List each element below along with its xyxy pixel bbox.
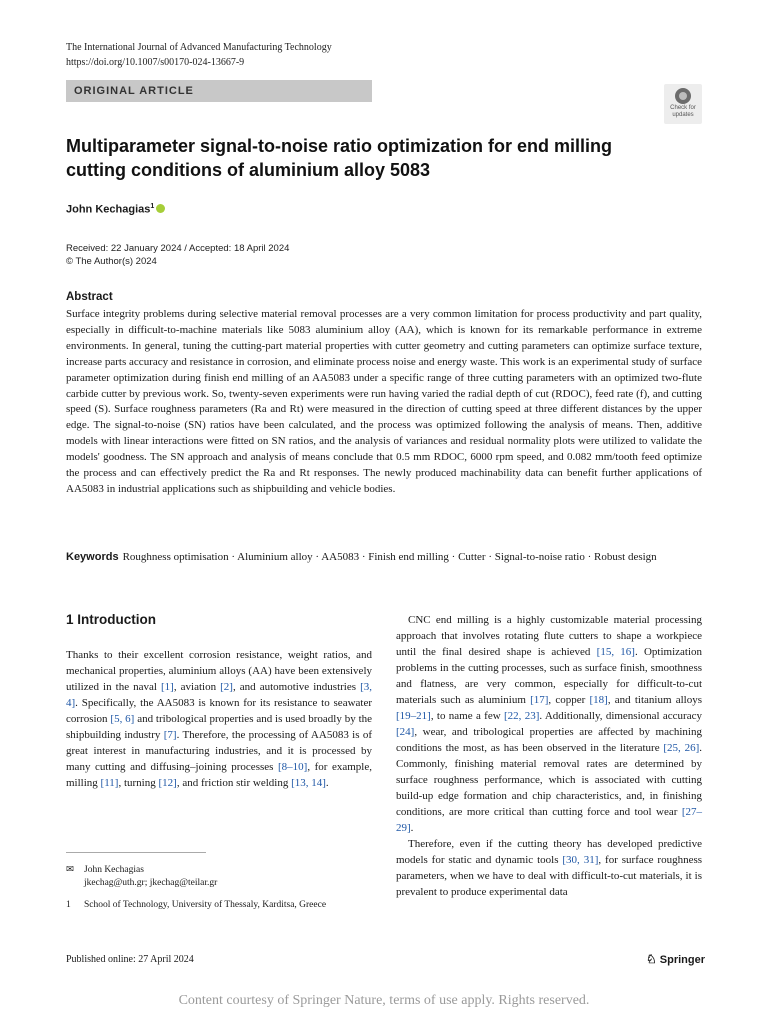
title-line-2: cutting conditions of aluminium alloy 5083: [66, 160, 431, 180]
paragraph-text: , for example, milling: [66, 761, 373, 789]
citation-link[interactable]: [5, 6]: [110, 713, 135, 725]
abstract-text: Surface integrity problems during selective material removal processes are a very common limitation for process productivity and part quality, especially in difficult-to-machine materials like 5083 aluminium alloy (AA), which is known for its remarkable performance in extreme environments. In general, tuning the cutting-part material properties with cutter geometry and cutting parameters can optimize surface texture, increase parts accuracy and resistance in corrosion, and eliminate process noise and energy waste. This work is an experimental study of surface parameter optimization during finish end milling of an AA5083 under a specific range of three cutting parameters with an optimized two-flute carbide cutter by previous work. So, twenty-seven experiments were run having varied the radial depth of cut (RDOC), feed rate (f), and cutting speed (S). Surface roughness parameters (Ra and Rt) were measured in the direction of cutting speed at three different distances by the upper edge. The signal-to-noise (SN) ratios have been calculated, and the process was optimized following the analysis of means. Then, additive models with linear interactions were fitted on SN ratios, and the analysis of variances and residual normality plots were utilized to validate the models' goodness. The SN approach and analysis of means conclude that 0.5 mm RDOC, 6000 rpm speed, and 0.082 mm/tooth feed optimize the process and can effectively predict the Ra and Rt responses. The newly produced machinability data can benefit further applications of AA5083 in industrial applications such as shipbuilding and vehicle bodies.: [66, 308, 702, 495]
paragraph-text: , and titanium alloys: [607, 694, 702, 706]
affiliation-mark: 1: [66, 900, 71, 910]
citation-link[interactable]: [8–10]: [277, 761, 308, 773]
contact-footnote: [66, 864, 366, 890]
paragraph-text: , aviation: [173, 681, 221, 693]
citation-link[interactable]: [25, 26]: [663, 742, 700, 754]
citation-link[interactable]: [15, 16]: [596, 646, 635, 658]
paragraph-text: CNC end milling is a highly customizable material processing approach that involves rotating flute cutters to shape a workpiece until the final desired shape is achieved: [396, 614, 702, 658]
publisher-name: Springer: [659, 954, 705, 966]
citation-link[interactable]: [7]: [163, 729, 177, 741]
paragraph-text: , copper: [548, 694, 590, 706]
citation-link[interactable]: [1]: [161, 681, 174, 693]
paragraph-text: Therefore, even if the cutting theory has developed predictive models for static and dynamic tools: [396, 838, 702, 866]
abstract-heading: Abstract: [66, 291, 113, 303]
section-heading-introduction: 1 Introduction: [66, 612, 156, 627]
paragraph: [396, 836, 702, 900]
orcid-icon[interactable]: [156, 204, 165, 213]
paragraph-text: . Optimization problems in the cutting processes, such as surface finish, smoothness and flatness, are very common, especially for difficult-to-cut materials such as aluminium: [396, 646, 703, 706]
paragraph: [66, 647, 372, 791]
paragraph-text: . Therefore, the processing of AA5083 is of great interest in manufacturing industries, and it is processed by many cutting and diffusing–joining processes: [66, 729, 372, 773]
paragraph-text: , turning: [118, 777, 159, 789]
footnotes: [66, 864, 366, 921]
citation-link[interactable]: [27–29]: [396, 806, 702, 834]
paragraph-text: .: [410, 822, 414, 834]
citation-link[interactable]: [12]: [158, 777, 177, 789]
citation-link[interactable]: [24]: [396, 726, 415, 738]
journal-name: The International Journal of Advanced Manufacturing Technology: [66, 42, 332, 53]
springer-horse-icon: ♘: [646, 952, 657, 966]
citation-link[interactable]: [3, 4]: [66, 681, 372, 709]
paragraph-text: , wear, and tribological properties are affected by machining conditions the most, as has been observed in the literature: [396, 726, 702, 754]
keywords-list: Roughness optimisation · Aluminium alloy · AA5083 · Finish end milling · Cutter · Signal-to-noise ratio · Robust design: [122, 551, 657, 563]
intro-column-right: [396, 612, 702, 900]
author-line: [66, 203, 165, 216]
copyright: © The Author(s) 2024: [66, 256, 157, 267]
citation-link[interactable]: [17]: [530, 694, 549, 706]
author-name[interactable]: John Kechagias: [66, 203, 151, 216]
affiliation-text: School of Technology, University of Thessaly, Karditsa, Greece: [84, 900, 327, 910]
paragraph-text: , and friction stir welding: [176, 777, 292, 789]
courtesy-notice: Content courtesy of Springer Nature, terms of use apply. Rights reserved.: [178, 993, 590, 1008]
paragraph-text: , for surface roughness parameters, when we have to deal with difficult-to-cut materials, it is prevalent to produce experimental data: [396, 854, 703, 898]
citation-link[interactable]: [30, 31]: [562, 854, 599, 866]
affiliation-footnote: [66, 899, 366, 912]
contact-email[interactable]: jkechag@uth.gr; jkechag@teilar.gr: [84, 878, 218, 888]
citation-link[interactable]: [11]: [100, 777, 119, 789]
paragraph-text: . Additionally, dimensional accuracy: [539, 710, 702, 722]
paragraph-text: , to name a few: [430, 710, 504, 722]
citation-link[interactable]: [2]: [220, 681, 233, 693]
article-dates: [66, 242, 289, 268]
paragraph: [396, 612, 702, 836]
envelope-icon: ✉: [66, 865, 74, 875]
received-accepted: Received: 22 January 2024 / Accepted: 18 April 2024: [66, 243, 290, 254]
paragraph-text: , and automotive industries: [232, 681, 361, 693]
citation-link[interactable]: [18]: [589, 694, 608, 706]
title-line-1: Multiparameter signal-to-noise ratio optimization for end milling: [66, 136, 613, 156]
citation-link[interactable]: [13, 14]: [291, 777, 326, 789]
keywords-label: Keywords: [66, 551, 119, 563]
intro-column-left: [66, 647, 372, 791]
paragraph-text: Thanks to their excellent corrosion resistance, weight ratios, and mechanical properties, aluminium alloys (AA) have been extensively utilized in the naval: [66, 649, 372, 693]
paragraph-text: . Specifically, the AA5083 is known for its resistance to seawater corrosion: [66, 697, 372, 725]
citation-link[interactable]: [19–21]: [396, 710, 431, 722]
publisher-logo[interactable]: [646, 952, 705, 966]
check-updates-label-1: Check for: [670, 105, 696, 111]
paragraph-text: and tribological properties and is used broadly by the shipbuilding industry: [66, 713, 373, 741]
paragraph-text: .: [325, 777, 329, 789]
published-date: Published online: 27 April 2024: [66, 954, 194, 965]
journal-header: [66, 40, 332, 70]
keywords: [66, 549, 702, 565]
check-for-updates-badge[interactable]: [664, 84, 702, 124]
check-updates-label-2: updates: [672, 112, 694, 118]
article-type-banner: ORIGINAL ARTICLE: [66, 80, 372, 102]
article-title: [66, 134, 666, 182]
citation-link[interactable]: [22, 23]: [503, 710, 540, 722]
check-updates-icon: [675, 88, 691, 104]
contact-name: John Kechagias: [84, 865, 144, 875]
paragraph-text: . Commonly, finishing material removal rates are determined by surface roughness performance, which is associated with cutting build-up edge formation and chip characteristics, and, in finishing conditions, are more critical than cutting force and tool wear: [396, 742, 702, 818]
author-affiliation-mark: 1: [150, 203, 155, 210]
doi-link[interactable]: https://doi.org/10.1007/s00170-024-13667-9: [66, 57, 245, 68]
footnote-divider: [66, 852, 206, 853]
